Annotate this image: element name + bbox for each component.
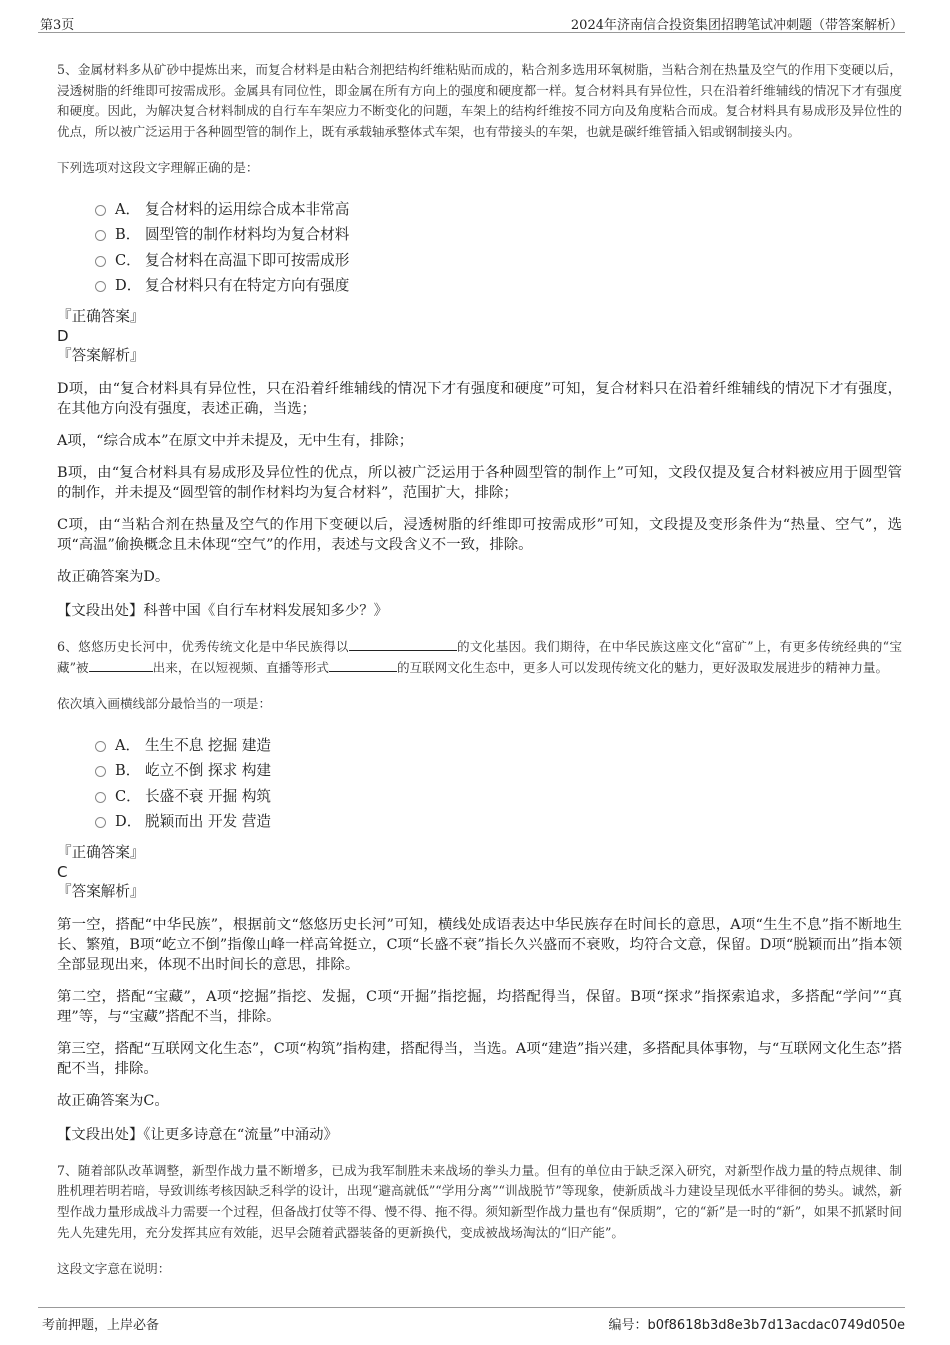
source-citation: 【文段出处】《让更多诗意在“流量”中涌动》: [57, 1126, 338, 1143]
analysis-conclusion: 故正确答案为C。: [57, 1092, 169, 1109]
page-footer: [38, 1307, 905, 1332]
analysis-paragraph: 第三空，搭配“互联网文化生态”，C项“构筑”指构建，搭配得当，当选。A项“建造”指兴建，多搭配具体事物，与“互联网文化生态”搭配不当，排除。: [57, 1040, 902, 1077]
page-number: 第3页: [40, 18, 75, 33]
fill-blank: [349, 638, 457, 651]
document-code: 编号：b0f8618b3d8e3b7d13acdac0749d050e: [608, 1318, 905, 1333]
question-5-options: [95, 197, 902, 299]
radio-icon[interactable]: [95, 792, 106, 803]
question-7: [57, 1161, 902, 1280]
answer-value: C: [57, 862, 68, 881]
option-a[interactable]: A． 复合材料的运用综合成本非常高: [95, 197, 902, 223]
question-6-prompt: 依次填入画横线部分最恰当的一项是：: [57, 696, 272, 712]
question-5-prompt: 下列选项对这段文字理解正确的是：: [57, 160, 259, 176]
analysis-paragraph: B项，由“复合材料具有易成形及异位性的优点，所以被广泛运用于各种圆型管的制作上”可知，文段仅提及复合材料被应用于圆型管的制作，并未提及“圆型管的制作材料均为复合材料”，范围扩大，排除；: [57, 464, 902, 501]
option-d[interactable]: D． 复合材料只有在特定方向有强度: [95, 273, 902, 299]
footer-slogan: 考前押题，上岸必备: [42, 1318, 160, 1333]
question-6-text: 6、悠悠历史长河中，优秀传统文化是中华民族得以 的文化基因。我们期待，在中华民族这座文化“富矿”上，有更多传统经典的“宝藏”被 出来，在以短视频、直播等形式 的互联网文化生态中，更多人可以发现传统文化的魅力，更好汲取发展进步的精神力量。: [57, 638, 902, 675]
option-c[interactable]: C． 复合材料在高温下即可按需成形: [95, 248, 902, 274]
analysis-paragraph: C项，由“当粘合剂在热量及空气的作用下变硬以后，浸透树脂的纤维即可按需成形”可知，文段提及变形条件为“热量、空气”，选项“高温”偷换概念且未体现“空气”的作用，表述与文段含义不一致，排除。: [57, 516, 902, 553]
radio-icon[interactable]: [95, 766, 106, 777]
analysis-label: 『答案解析』: [57, 882, 145, 900]
radio-icon[interactable]: [95, 741, 106, 752]
question-7-prompt: 这段文字意在说明：: [57, 1261, 171, 1277]
question-6-options: [95, 733, 902, 835]
option-b[interactable]: B． 圆型管的制作材料均为复合材料: [95, 222, 902, 248]
analysis-paragraph: 第二空，搭配“宝藏”，A项“挖掘”指挖、发掘，C项“开掘”指挖掘，均搭配得当，保留。B项“探求”指探索追求，多搭配“学问”“真理”等，与“宝藏”搭配不当，排除。: [57, 988, 902, 1025]
radio-icon[interactable]: [95, 230, 106, 241]
document-title: 2024年济南信合投资集团招聘笔试冲刺题（带答案解析）: [570, 18, 903, 33]
fill-blank: [89, 659, 153, 672]
radio-icon[interactable]: [95, 281, 106, 292]
analysis-conclusion: 故正确答案为D。: [57, 568, 170, 585]
source-citation: 【文段出处】科普中国《自行车材料发展知多少？》: [57, 602, 388, 619]
analysis-paragraph: A项，“综合成本”在原文中并未提及，无中生有，排除；: [57, 432, 414, 449]
radio-icon[interactable]: [95, 205, 106, 216]
answer-label: 『正确答案』: [57, 843, 145, 861]
analysis-label: 『答案解析』: [57, 346, 145, 364]
option-c[interactable]: C． 长盛不衰 开掘 构筑: [95, 784, 902, 810]
question-5: [57, 60, 902, 621]
option-d[interactable]: D． 脱颖而出 开发 营造: [95, 809, 902, 835]
fill-blank: [329, 659, 397, 672]
page-header: [38, 12, 905, 33]
answer-label: 『正确答案』: [57, 307, 145, 325]
document-body: [57, 60, 902, 1280]
analysis-paragraph: 第一空，搭配“中华民族”，根据前文“悠悠历史长河”可知，横线处成语表达中华民族存在时间长的意思，A项“生生不息”指不断地生长、繁殖，B项“屹立不倒”指像山峰一样高耸挺立，C项“长盛不衰”指长久兴盛而不衰败，均符合文意，保留。D项“脱颖而出”指本领全部显现出来，体现不出时间长的意思，排除。: [57, 916, 902, 973]
question-5-text: 5、金属材料多从矿砂中提炼出来，而复合材料是由粘合剂把结构纤维粘贴而成的，粘合剂多选用环氧树脂，当粘合剂在热量及空气的作用下变硬以后，浸透树脂的纤维即可按需成形。金属具有同位性，即金属在所有方向上的强度和硬度都一样。复合材料具有异位性，只在沿着纤维辅线的情况下才有强度和硬度。因此，为解决复合材料制成的自行车车架应力不断变化的问题，车架上的结构纤维按不同方向及角度粘合而成。复合材料具有易成形及异位性的优点，所以被广泛运用于各种圆型管的制作上，既有承载轴承整体式车架，也有带接头的车架，也就是碳纤维管插入铝或钢制接头内。: [57, 62, 902, 139]
option-b[interactable]: B． 屹立不倒 探求 构建: [95, 758, 902, 784]
analysis-paragraph: D项，由“复合材料具有异位性，只在沿着纤维辅线的情况下才有强度和硬度”可知，复合材料只在沿着纤维辅线的情况下才有强度，在其他方向没有强度，表述正确，当选；: [57, 380, 902, 417]
option-a[interactable]: A． 生生不息 挖掘 建造: [95, 733, 902, 759]
question-6: [57, 637, 902, 1145]
answer-value: D: [57, 326, 69, 345]
radio-icon[interactable]: [95, 817, 106, 828]
question-7-text: 7、随着部队改革调整，新型作战力量不断增多，已成为我军制胜未来战场的拳头力量。但有的单位由于缺乏深入研究，对新型作战力量的特点规律、制胜机理若明若暗，导致训练考核因缺乏科学的设计，出现“避高就低”“学用分离”“训战脱节”等现象，使新质战斗力建设呈现低水平徘徊的势头。诚然，新型作战力量形成战斗力需要一个过程，但备战打仗等不得、慢不得、拖不得。须知新型作战力量也有“保质期”，它的“新”是一时的“新”，如果不抓紧时间先人先建先用，充分发挥其应有效能，迟早会随着武器装备的更新换代，变成被战场淘汰的“旧产能”。: [57, 1162, 902, 1240]
radio-icon[interactable]: [95, 256, 106, 267]
